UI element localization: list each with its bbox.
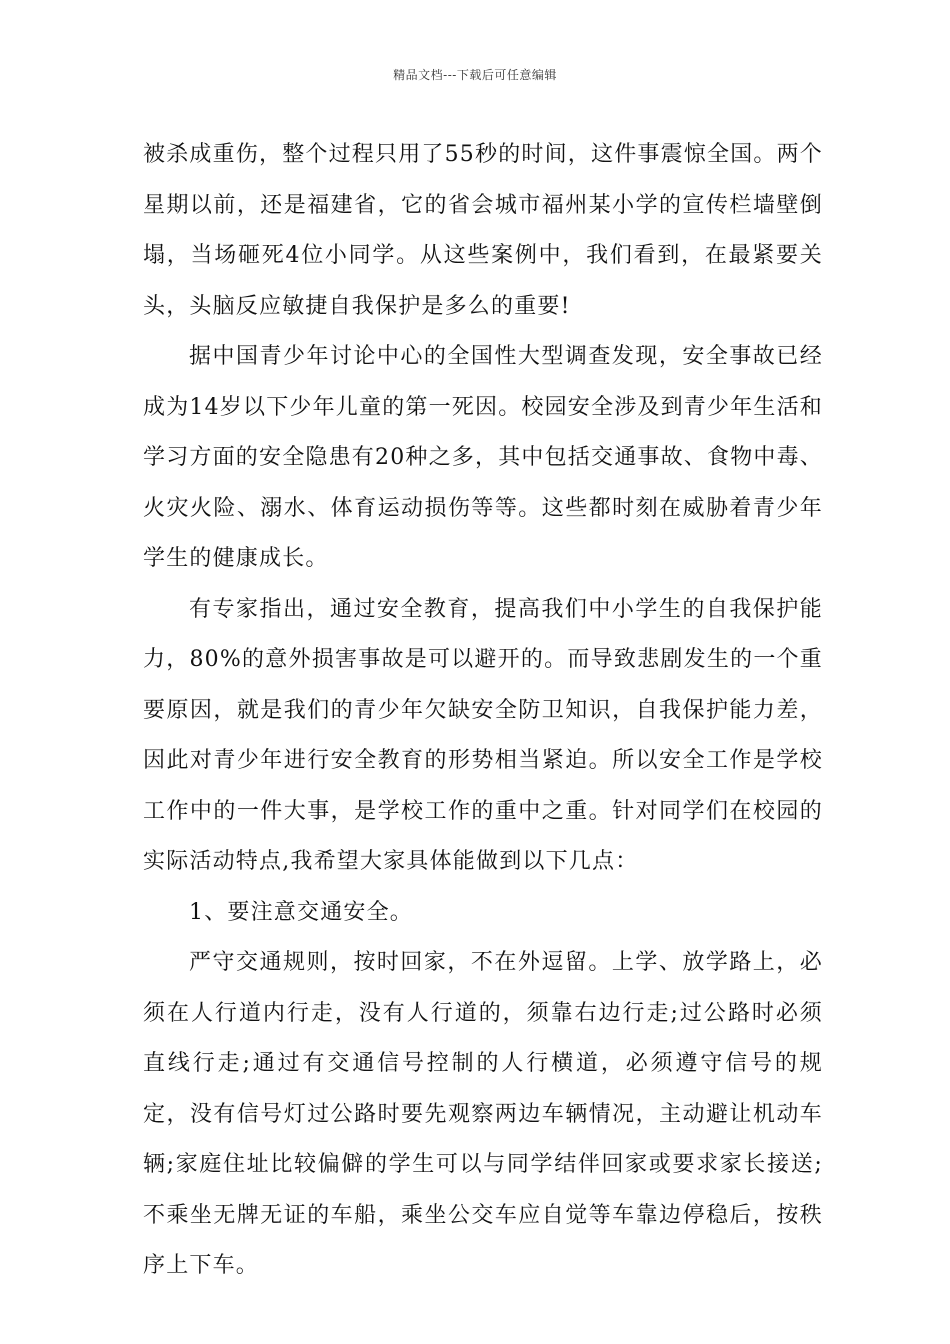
paragraph-continuation: 被杀成重伤，整个过程只用了55秒的时间，这件事震惊全国。两个星期以前，还是福建省，它的省会城市福州某小学的宣传栏墙壁倒塌，当场砸死4位小同学。从这些案例中，我们看到，在最紧要关头，头脑反应敏捷自我保护是多么的重要!: [143, 142, 823, 319]
section-heading-traffic: 1、要注意交通安全。: [189, 899, 413, 925]
document-body: [143, 130, 823, 1292]
paragraph-survey: 据中国青少年讨论中心的全国性大型调查发现，安全事故已经成为14岁以下少年儿童的第一死因。校园安全涉及到青少年生活和学习方面的安全隐患有20种之多，其中包括交通事故、食物中毒、火灾火险、溺水、体育运动损伤等等。这些都时刻在威胁着青少年学生的健康成长。: [143, 344, 823, 571]
paragraph-expert: 有专家指出，通过安全教育，提高我们中小学生的自我保护能力，80%的意外损害事故是可以避开的。而导致悲剧发生的一个重要原因，就是我们的青少年欠缺安全防卫知识，自我保护能力差，因此对青少年进行安全教育的形势相当紧迫。所以安全工作是学校工作中的一件大事，是学校工作的重中之重。针对同学们在校园的实际活动特点,我希望大家具体能做到以下几点：: [143, 596, 823, 874]
paragraph-traffic-rules: 严守交通规则，按时回家，不在外逗留。上学、放学路上，必须在人行道内行走，没有人行道的，须靠右边行走;过公路时必须直线行走;通过有交通信号控制的人行横道，必须遵守信号的规定，没有信号灯过公路时要先观察两边车辆情况，主动避让机动车辆;家庭住址比较偏僻的学生可以与同学结伴回家或要求家长接送;不乘坐无牌无证的车船，乘坐公交车应自觉等车靠边停稳后，按秩序上下车。: [143, 950, 823, 1278]
page-header: 精品文档---下载后可任意编辑: [393, 68, 557, 82]
